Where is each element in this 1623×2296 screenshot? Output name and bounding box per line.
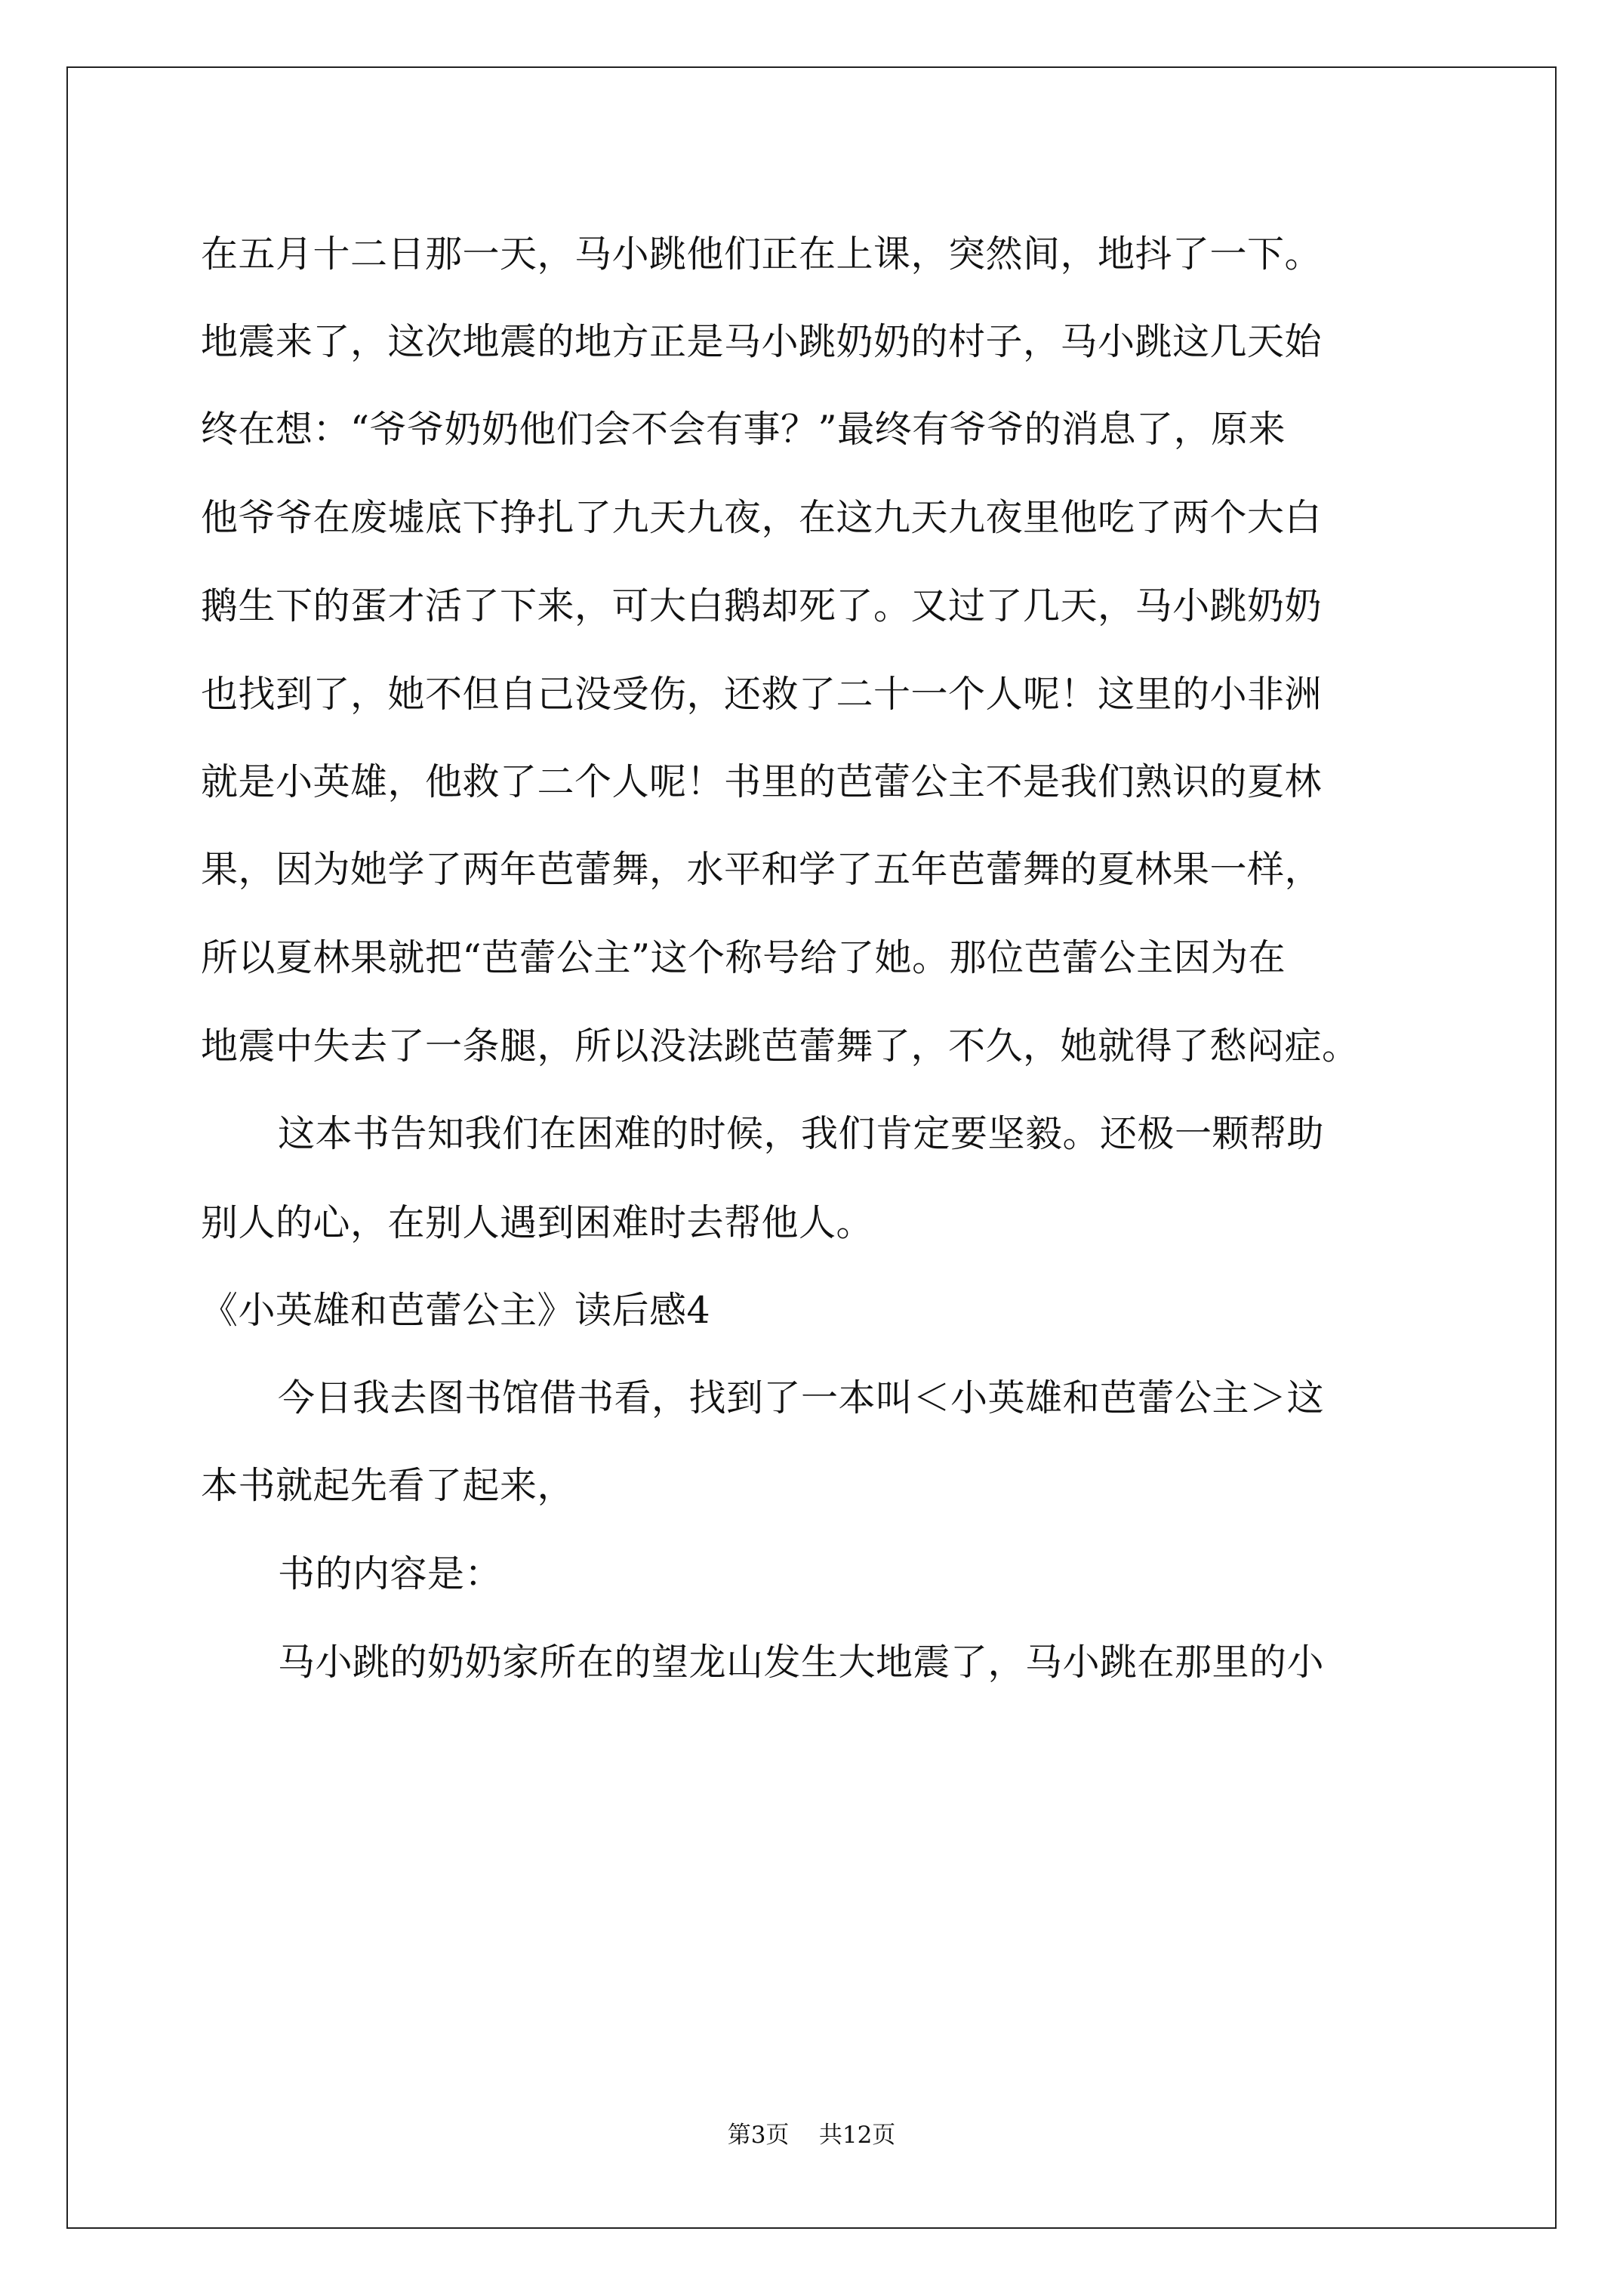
paragraph-line-3: 书的内容是： — [278, 1552, 503, 1595]
body-line-5: 鹅生下的蛋才活了下来，可大白鹅却死了。又过了几天，马小跳奶奶 — [201, 584, 1323, 627]
body-line-10: 地震中失去了一条腿，所以没法跳芭蕾舞了，不久，她就得了愁闷症。 — [201, 1025, 1360, 1068]
body-line-9: 所以夏林果就把“芭蕾公主”这个称号给了她。那位芭蕾公主因为在 — [201, 936, 1286, 979]
body-line-2: 地震来了，这次地震的地方正是马小跳奶奶的村子，马小跳这几天始 — [201, 320, 1323, 363]
section-heading: 《小英雄和芭蕾公主》读后感4 — [201, 1289, 711, 1332]
body-line-4: 他爷爷在废墟底下挣扎了九天九夜，在这九天九夜里他吃了两个大白 — [201, 496, 1323, 539]
page-number-footer: 第3页 共12页 — [727, 2122, 896, 2149]
paragraph-line-2: 今日我去图书馆借书看，找到了一本叫＜小英雄和芭蕾公主＞这 — [278, 1376, 1325, 1419]
body-line-12: 别人的心，在别人遇到困难时去帮他人。 — [201, 1201, 874, 1244]
body-line-15: 本书就起先看了起来， — [201, 1464, 575, 1507]
body-line-8: 果，因为她学了两年芭蕾舞，水平和学了五年芭蕾舞的夏林果一样， — [201, 848, 1323, 891]
body-line-3: 终在想：“爷爷奶奶他们会不会有事？”最终有爷爷的消息了，原来 — [201, 408, 1286, 451]
paragraph-line-1: 这本书告知我们在困难的时候，我们肯定要坚毅。还极一颗帮助 — [278, 1112, 1325, 1155]
paragraph-line-4: 马小跳的奶奶家所在的望龙山发生大地震了，马小跳在那里的小 — [278, 1641, 1325, 1684]
body-line-7: 就是小英雄，他救了二个人呢！书里的芭蕾公主不是我们熟识的夏林 — [201, 760, 1323, 803]
body-line-1: 在五月十二日那一天，马小跳他们正在上课，突然间，地抖了一下。 — [201, 233, 1323, 276]
body-line-6: 也找到了，她不但自己没受伤，还救了二十一个人呢！这里的小非洲 — [201, 673, 1323, 716]
